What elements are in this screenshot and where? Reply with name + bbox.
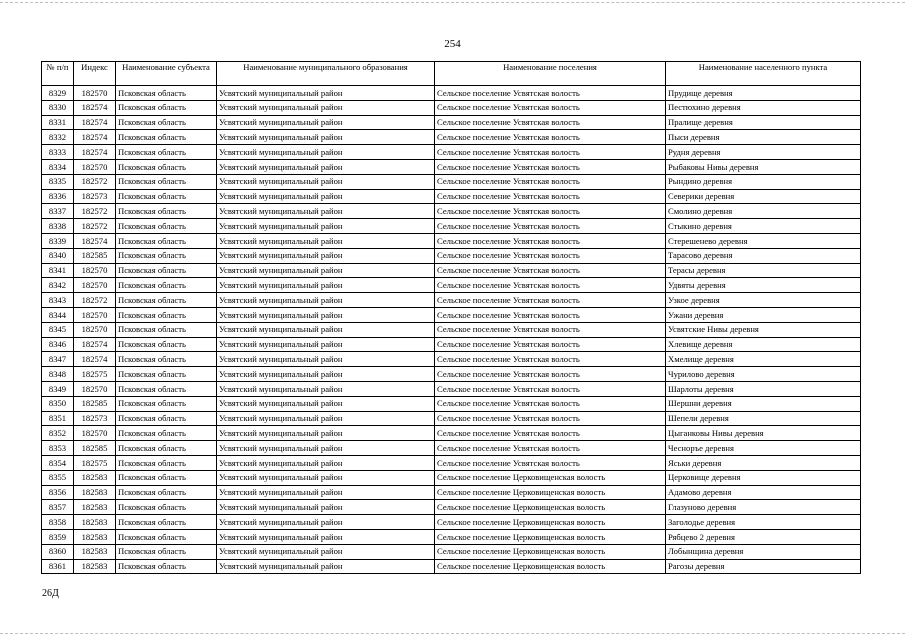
cell-settlement: Сельское поселение Усвятская волость <box>435 130 666 145</box>
cell-postal-index: 182573 <box>74 411 116 426</box>
cell-municipality: Усвятский муниципальный район <box>217 485 435 500</box>
cell-municipality: Усвятский муниципальный район <box>217 455 435 470</box>
cell-subject: Псковская область <box>116 559 217 574</box>
cell-postal-index: 182572 <box>74 174 116 189</box>
header-subject: Наименование субъекта <box>116 62 217 86</box>
footer-code: 26Д <box>42 588 59 599</box>
cell-settlement: Сельское поселение Усвятская волость <box>435 278 666 293</box>
cell-settlement: Сельское поселение Усвятская волость <box>435 219 666 234</box>
cell-subject: Псковская область <box>116 381 217 396</box>
table-row <box>42 411 861 426</box>
cell-postal-index: 182583 <box>74 529 116 544</box>
table-row <box>42 367 861 382</box>
table-row <box>42 263 861 278</box>
cell-settlement: Сельское поселение Усвятская волость <box>435 396 666 411</box>
cell-row-number: 8360 <box>42 544 74 559</box>
cell-locality: Прудище деревня <box>666 86 861 101</box>
cell-row-number: 8338 <box>42 219 74 234</box>
cell-postal-index: 182570 <box>74 307 116 322</box>
cell-municipality: Усвятский муниципальный район <box>217 322 435 337</box>
table-row <box>42 189 861 204</box>
header-municipality: Наименование муниципального образования <box>217 62 435 86</box>
header-row-number: № п/п <box>42 62 74 86</box>
cell-row-number: 8332 <box>42 130 74 145</box>
cell-row-number: 8355 <box>42 470 74 485</box>
cell-postal-index: 182583 <box>74 485 116 500</box>
cell-postal-index: 182574 <box>74 145 116 160</box>
cell-subject: Псковская область <box>116 352 217 367</box>
cell-row-number: 8354 <box>42 455 74 470</box>
cell-locality: Шепели деревня <box>666 411 861 426</box>
cell-postal-index: 182570 <box>74 322 116 337</box>
cell-locality: Стыкино деревня <box>666 219 861 234</box>
cell-subject: Псковская область <box>116 529 217 544</box>
cell-settlement: Сельское поселение Усвятская волость <box>435 100 666 115</box>
cell-postal-index: 182585 <box>74 248 116 263</box>
cell-locality: Хмелище деревня <box>666 352 861 367</box>
cell-settlement: Сельское поселение Усвятская волость <box>435 367 666 382</box>
cell-subject: Псковская область <box>116 293 217 308</box>
table-row <box>42 455 861 470</box>
cell-postal-index: 182583 <box>74 470 116 485</box>
cell-locality: Пралище деревня <box>666 115 861 130</box>
table-header-row <box>42 62 861 86</box>
cell-postal-index: 182570 <box>74 86 116 101</box>
cell-row-number: 8361 <box>42 559 74 574</box>
cell-settlement: Сельское поселение Усвятская волость <box>435 248 666 263</box>
cell-settlement: Сельское поселение Усвятская волость <box>435 441 666 456</box>
cell-postal-index: 182572 <box>74 219 116 234</box>
cell-subject: Псковская область <box>116 544 217 559</box>
cell-locality: Узкое деревня <box>666 293 861 308</box>
cell-locality: Удвяты деревня <box>666 278 861 293</box>
table-row <box>42 381 861 396</box>
cell-row-number: 8357 <box>42 500 74 515</box>
cell-row-number: 8358 <box>42 515 74 530</box>
cell-subject: Псковская область <box>116 189 217 204</box>
cell-subject: Псковская область <box>116 411 217 426</box>
cell-subject: Псковская область <box>116 307 217 322</box>
cell-municipality: Усвятский муниципальный район <box>217 411 435 426</box>
cell-municipality: Усвятский муниципальный район <box>217 174 435 189</box>
table-row <box>42 322 861 337</box>
cell-locality: Адамово деревня <box>666 485 861 500</box>
cell-postal-index: 182574 <box>74 100 116 115</box>
cell-subject: Псковская область <box>116 337 217 352</box>
cell-settlement: Сельское поселение Церковищенская волость <box>435 500 666 515</box>
cell-municipality: Усвятский муниципальный район <box>217 263 435 278</box>
cell-subject: Псковская область <box>116 100 217 115</box>
table-row <box>42 500 861 515</box>
cell-settlement: Сельское поселение Усвятская волость <box>435 322 666 337</box>
cell-row-number: 8329 <box>42 86 74 101</box>
cell-settlement: Сельское поселение Усвятская волость <box>435 352 666 367</box>
cell-locality: Стерешенево деревня <box>666 233 861 248</box>
table-row <box>42 293 861 308</box>
cell-postal-index: 182570 <box>74 278 116 293</box>
cell-postal-index: 182583 <box>74 500 116 515</box>
cell-settlement: Сельское поселение Усвятская волость <box>435 145 666 160</box>
table-row <box>42 337 861 352</box>
cell-postal-index: 182585 <box>74 441 116 456</box>
table-row <box>42 515 861 530</box>
cell-postal-index: 182583 <box>74 544 116 559</box>
cell-settlement: Сельское поселение Церковищенская волость <box>435 559 666 574</box>
cell-postal-index: 182570 <box>74 263 116 278</box>
cell-locality: Рагозы деревня <box>666 559 861 574</box>
cell-subject: Псковская область <box>116 367 217 382</box>
cell-municipality: Усвятский муниципальный район <box>217 189 435 204</box>
cell-postal-index: 182583 <box>74 559 116 574</box>
header-postal-index: Индекс <box>74 62 116 86</box>
cell-row-number: 8348 <box>42 367 74 382</box>
cell-locality: Рындино деревня <box>666 174 861 189</box>
cell-municipality: Усвятский муниципальный район <box>217 367 435 382</box>
cell-locality: Ужани деревня <box>666 307 861 322</box>
cell-row-number: 8333 <box>42 145 74 160</box>
cell-municipality: Усвятский муниципальный район <box>217 337 435 352</box>
cell-locality: Шарлоты деревня <box>666 381 861 396</box>
cell-postal-index: 182574 <box>74 130 116 145</box>
cell-row-number: 8344 <box>42 307 74 322</box>
table-row <box>42 204 861 219</box>
cell-locality: Пестюхино деревня <box>666 100 861 115</box>
cell-settlement: Сельское поселение Церковищенская волость <box>435 544 666 559</box>
table-row <box>42 86 861 101</box>
cell-municipality: Усвятский муниципальный район <box>217 441 435 456</box>
cell-subject: Псковская область <box>116 322 217 337</box>
cell-postal-index: 182574 <box>74 352 116 367</box>
cell-postal-index: 182575 <box>74 455 116 470</box>
cell-subject: Псковская область <box>116 263 217 278</box>
scan-edge-bottom <box>0 633 905 634</box>
settlements-table <box>41 61 861 574</box>
cell-subject: Псковская область <box>116 426 217 441</box>
cell-municipality: Усвятский муниципальный район <box>217 470 435 485</box>
cell-municipality: Усвятский муниципальный район <box>217 204 435 219</box>
cell-postal-index: 182583 <box>74 515 116 530</box>
table-row <box>42 544 861 559</box>
cell-subject: Псковская область <box>116 174 217 189</box>
cell-row-number: 8345 <box>42 322 74 337</box>
cell-subject: Псковская область <box>116 396 217 411</box>
cell-row-number: 8353 <box>42 441 74 456</box>
cell-subject: Псковская область <box>116 130 217 145</box>
cell-settlement: Сельское поселение Усвятская волость <box>435 115 666 130</box>
cell-locality: Церковище деревня <box>666 470 861 485</box>
cell-municipality: Усвятский муниципальный район <box>217 307 435 322</box>
cell-settlement: Сельское поселение Усвятская волость <box>435 307 666 322</box>
cell-row-number: 8347 <box>42 352 74 367</box>
cell-row-number: 8350 <box>42 396 74 411</box>
cell-settlement: Сельское поселение Церковищенская волость <box>435 485 666 500</box>
table-row <box>42 219 861 234</box>
cell-row-number: 8336 <box>42 189 74 204</box>
cell-municipality: Усвятский муниципальный район <box>217 233 435 248</box>
cell-settlement: Сельское поселение Усвятская волость <box>435 411 666 426</box>
cell-settlement: Сельское поселение Усвятская волость <box>435 337 666 352</box>
cell-locality: Рудня деревня <box>666 145 861 160</box>
cell-subject: Псковская область <box>116 455 217 470</box>
cell-subject: Псковская область <box>116 145 217 160</box>
cell-row-number: 8330 <box>42 100 74 115</box>
cell-subject: Псковская область <box>116 278 217 293</box>
cell-postal-index: 182572 <box>74 293 116 308</box>
cell-postal-index: 182574 <box>74 337 116 352</box>
cell-locality: Заголодье деревня <box>666 515 861 530</box>
cell-subject: Псковская область <box>116 204 217 219</box>
cell-settlement: Сельское поселение Усвятская волость <box>435 174 666 189</box>
table-row <box>42 174 861 189</box>
cell-subject: Псковская область <box>116 515 217 530</box>
cell-row-number: 8352 <box>42 426 74 441</box>
table-row <box>42 130 861 145</box>
header-locality: Наименование населенного пункта <box>666 62 861 86</box>
table-row <box>42 278 861 293</box>
cell-municipality: Усвятский муниципальный район <box>217 219 435 234</box>
cell-subject: Псковская область <box>116 500 217 515</box>
cell-settlement: Сельское поселение Усвятская волость <box>435 159 666 174</box>
cell-settlement: Сельское поселение Усвятская волость <box>435 86 666 101</box>
cell-locality: Лобынщина деревня <box>666 544 861 559</box>
cell-locality: Шершни деревня <box>666 396 861 411</box>
cell-row-number: 8359 <box>42 529 74 544</box>
cell-subject: Псковская область <box>116 441 217 456</box>
cell-row-number: 8340 <box>42 248 74 263</box>
cell-locality: Чурилово деревня <box>666 367 861 382</box>
table-row <box>42 248 861 263</box>
cell-settlement: Сельское поселение Усвятская волость <box>435 263 666 278</box>
cell-settlement: Сельское поселение Церковищенская волость <box>435 470 666 485</box>
table-row <box>42 441 861 456</box>
cell-municipality: Усвятский муниципальный район <box>217 426 435 441</box>
cell-municipality: Усвятский муниципальный район <box>217 130 435 145</box>
cell-postal-index: 182570 <box>74 381 116 396</box>
table-row <box>42 485 861 500</box>
cell-municipality: Усвятский муниципальный район <box>217 278 435 293</box>
table-row <box>42 559 861 574</box>
cell-subject: Псковская область <box>116 115 217 130</box>
table-row <box>42 159 861 174</box>
cell-settlement: Сельское поселение Церковищенская волость <box>435 529 666 544</box>
cell-municipality: Усвятский муниципальный район <box>217 396 435 411</box>
cell-municipality: Усвятский муниципальный район <box>217 515 435 530</box>
cell-locality: Цыганковы Нивы деревня <box>666 426 861 441</box>
cell-row-number: 8356 <box>42 485 74 500</box>
cell-municipality: Усвятский муниципальный район <box>217 248 435 263</box>
cell-row-number: 8335 <box>42 174 74 189</box>
cell-postal-index: 182573 <box>74 189 116 204</box>
table-row <box>42 100 861 115</box>
cell-municipality: Усвятский муниципальный район <box>217 500 435 515</box>
cell-postal-index: 182574 <box>74 115 116 130</box>
cell-municipality: Усвятский муниципальный район <box>217 352 435 367</box>
cell-row-number: 8334 <box>42 159 74 174</box>
cell-locality: Яськи деревня <box>666 455 861 470</box>
cell-subject: Псковская область <box>116 86 217 101</box>
cell-settlement: Сельское поселение Усвятская волость <box>435 293 666 308</box>
cell-locality: Глазуново деревня <box>666 500 861 515</box>
cell-locality: Хлевище деревня <box>666 337 861 352</box>
cell-row-number: 8351 <box>42 411 74 426</box>
cell-settlement: Сельское поселение Усвятская волость <box>435 189 666 204</box>
cell-postal-index: 182572 <box>74 204 116 219</box>
cell-municipality: Усвятский муниципальный район <box>217 529 435 544</box>
cell-subject: Псковская область <box>116 159 217 174</box>
cell-locality: Рябцево 2 деревня <box>666 529 861 544</box>
cell-postal-index: 182570 <box>74 426 116 441</box>
scan-edge-top <box>0 2 905 3</box>
table-row <box>42 470 861 485</box>
table-body <box>42 86 861 574</box>
cell-locality: Усвятские Нивы деревня <box>666 322 861 337</box>
cell-settlement: Сельское поселение Усвятская волость <box>435 455 666 470</box>
cell-row-number: 8331 <box>42 115 74 130</box>
table-row <box>42 352 861 367</box>
table-row <box>42 145 861 160</box>
table-row <box>42 115 861 130</box>
cell-postal-index: 182575 <box>74 367 116 382</box>
cell-subject: Псковская область <box>116 485 217 500</box>
cell-postal-index: 182585 <box>74 396 116 411</box>
cell-row-number: 8342 <box>42 278 74 293</box>
cell-municipality: Усвятский муниципальный район <box>217 159 435 174</box>
cell-subject: Псковская область <box>116 219 217 234</box>
cell-municipality: Усвятский муниципальный район <box>217 86 435 101</box>
cell-settlement: Сельское поселение Усвятская волость <box>435 233 666 248</box>
cell-locality: Рыбаковы Нивы деревня <box>666 159 861 174</box>
cell-locality: Пыси деревня <box>666 130 861 145</box>
cell-subject: Псковская область <box>116 248 217 263</box>
cell-row-number: 8343 <box>42 293 74 308</box>
cell-locality: Смолино деревня <box>666 204 861 219</box>
cell-locality: Северики деревня <box>666 189 861 204</box>
table-row <box>42 396 861 411</box>
table-row <box>42 233 861 248</box>
cell-row-number: 8346 <box>42 337 74 352</box>
table-row <box>42 529 861 544</box>
cell-municipality: Усвятский муниципальный район <box>217 544 435 559</box>
cell-subject: Псковская область <box>116 233 217 248</box>
table-row <box>42 307 861 322</box>
cell-subject: Псковская область <box>116 470 217 485</box>
header-settlement: Наименование поселения <box>435 62 666 86</box>
cell-row-number: 8339 <box>42 233 74 248</box>
page-number: 254 <box>444 38 461 50</box>
cell-settlement: Сельское поселение Церковищенская волость <box>435 515 666 530</box>
cell-locality: Тарасово деревня <box>666 248 861 263</box>
cell-row-number: 8341 <box>42 263 74 278</box>
cell-settlement: Сельское поселение Усвятская волость <box>435 381 666 396</box>
cell-row-number: 8337 <box>42 204 74 219</box>
cell-locality: Терасы деревня <box>666 263 861 278</box>
cell-settlement: Сельское поселение Усвятская волость <box>435 204 666 219</box>
cell-municipality: Усвятский муниципальный район <box>217 100 435 115</box>
cell-postal-index: 182570 <box>74 159 116 174</box>
cell-municipality: Усвятский муниципальный район <box>217 381 435 396</box>
cell-settlement: Сельское поселение Усвятская волость <box>435 426 666 441</box>
cell-locality: Чесноръе деревня <box>666 441 861 456</box>
cell-municipality: Усвятский муниципальный район <box>217 115 435 130</box>
cell-municipality: Усвятский муниципальный район <box>217 145 435 160</box>
table-row <box>42 426 861 441</box>
cell-row-number: 8349 <box>42 381 74 396</box>
cell-municipality: Усвятский муниципальный район <box>217 293 435 308</box>
cell-postal-index: 182574 <box>74 233 116 248</box>
cell-municipality: Усвятский муниципальный район <box>217 559 435 574</box>
